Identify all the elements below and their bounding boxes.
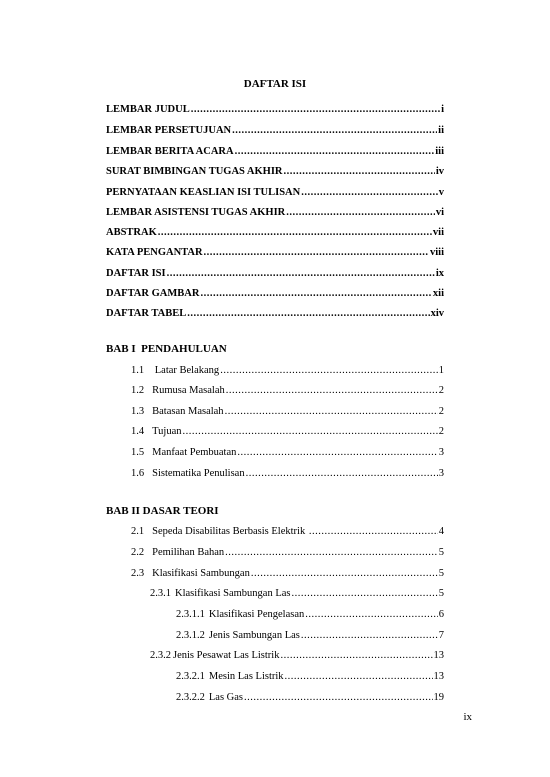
toc-entry[interactable] [150, 649, 444, 662]
toc-entry-page: xii [432, 288, 444, 299]
toc-entry[interactable] [176, 670, 444, 683]
section-number: 2.3 [131, 568, 145, 579]
toc-entry-page: 5 [438, 568, 444, 579]
chapter-heading[interactable] [106, 505, 219, 518]
toc-entry-page: 3 [438, 447, 444, 458]
toc-entry[interactable] [131, 405, 444, 418]
dot-leader [305, 608, 438, 621]
toc-entry-page: 13 [433, 671, 444, 682]
toc-entry[interactable] [106, 307, 444, 320]
toc-entry[interactable] [131, 546, 444, 559]
toc-entry-label: Tujuan [152, 426, 182, 437]
toc-entry-label: DAFTAR TABEL [106, 308, 187, 319]
toc-entry[interactable] [106, 124, 444, 137]
toc-entry-label: Klasifikasi Pengelasan [208, 609, 305, 620]
dot-leader [237, 446, 437, 459]
toc-entry-label: Klasifikasi Sambungan Las [175, 588, 291, 599]
toc-entry[interactable] [131, 425, 444, 438]
toc-entry-page: vii [432, 227, 444, 238]
toc-entry-label: LEMBAR ASISTENSI TUGAS AKHIR [106, 207, 286, 218]
dot-leader [225, 405, 438, 418]
section-number: 1.3 [131, 406, 145, 417]
toc-entry-page: 2 [438, 406, 444, 417]
toc-entry-page: 6 [438, 609, 444, 620]
toc-entry[interactable] [176, 608, 444, 621]
toc-entry-page: xiv [430, 308, 444, 319]
toc-entry[interactable] [131, 525, 444, 538]
toc-entry-page: 19 [433, 692, 444, 703]
dot-leader [284, 165, 435, 178]
toc-entry[interactable] [106, 103, 444, 116]
section-number: 2.3.2 [150, 650, 171, 661]
dot-leader [187, 307, 429, 320]
dot-leader [280, 649, 432, 662]
toc-entry[interactable] [176, 629, 444, 642]
dot-leader [183, 425, 438, 438]
dot-leader [158, 226, 432, 239]
toc-entry[interactable] [131, 364, 444, 377]
section-number: 1.5 [131, 447, 145, 458]
section-number: 2.3.2.1 [176, 671, 205, 682]
toc-entry[interactable] [106, 246, 444, 259]
dot-leader [291, 587, 437, 600]
toc-entry[interactable] [106, 145, 444, 158]
chapter-heading[interactable] [106, 343, 227, 356]
dot-leader [246, 467, 438, 480]
toc-entry-label: Sepeda Disabilitas Berbasis Elektrik [152, 526, 308, 537]
toc-entry-page: viii [429, 247, 444, 258]
toc-entry-label: LEMBAR PERSETUJUAN [106, 125, 232, 136]
section-number: 1.4 [131, 426, 145, 437]
dot-leader [285, 670, 433, 683]
toc-entry-page: ii [438, 125, 444, 136]
toc-entry-page: iii [435, 146, 444, 157]
section-number: 2.3.1 [150, 588, 171, 599]
toc-entry-label: Jenis Pesawat Las Listrik [173, 650, 280, 661]
section-number: 1.6 [131, 468, 145, 479]
section-number: 2.3.1.1 [176, 609, 205, 620]
dot-leader [286, 206, 435, 219]
toc-entry[interactable] [106, 186, 444, 199]
chapter-heading-label: BAB II DASAR TEORI [106, 505, 219, 517]
toc-entry-label: Mesin Las Listrik [208, 671, 284, 682]
toc-entry-label: Rumusa Masalah [152, 385, 225, 396]
toc-entry-label: SURAT BIMBINGAN TUGAS AKHIR [106, 166, 283, 177]
chapter-heading-label: BAB I PENDAHULUAN [106, 343, 227, 355]
section-number: 2.1 [131, 526, 145, 537]
section-number: 2.2 [131, 547, 145, 558]
toc-entry-label: DAFTAR GAMBAR [106, 288, 200, 299]
toc-entry-page: vi [435, 207, 444, 218]
toc-entry-page: i [441, 104, 444, 115]
toc-entry[interactable] [131, 567, 444, 580]
toc-entry-label: Pemilihan Bahan [152, 547, 225, 558]
toc-entry-label: ABSTRAK [106, 227, 157, 238]
dot-leader [235, 145, 435, 158]
toc-entry-page: 1 [438, 365, 444, 376]
toc-entry-page: 3 [438, 468, 444, 479]
toc-entry[interactable] [131, 467, 444, 480]
dot-leader [191, 103, 440, 116]
dot-leader [200, 287, 431, 300]
toc-entry-label: Jenis Sambungan Las [208, 630, 300, 641]
dot-leader [226, 384, 438, 397]
toc-entry[interactable] [131, 446, 444, 459]
toc-entry[interactable] [176, 691, 444, 704]
toc-entry-page: v [438, 187, 444, 198]
section-number: 1.1 [131, 365, 145, 376]
toc-entry[interactable] [106, 287, 444, 300]
toc-entry[interactable] [106, 206, 444, 219]
toc-entry-label: Klasifikasi Sambungan [152, 568, 250, 579]
section-number: 2.3.1.2 [176, 630, 205, 641]
toc-entry[interactable] [106, 267, 444, 280]
toc-entry-label: LEMBAR JUDUL [106, 104, 190, 115]
dot-leader [225, 546, 438, 559]
toc-entry-page: 5 [438, 547, 444, 558]
dot-leader [301, 629, 438, 642]
dot-leader [301, 186, 438, 199]
toc-entry-label: DAFTAR ISI [106, 268, 166, 279]
dot-leader [251, 567, 438, 580]
dot-leader [232, 124, 437, 137]
dot-leader [220, 364, 438, 377]
toc-entry-page: ix [435, 268, 444, 279]
toc-entry[interactable] [106, 226, 444, 239]
toc-entry[interactable] [106, 165, 444, 178]
toc-entry[interactable] [150, 587, 444, 600]
toc-entry-label: Manfaat Pembuatan [152, 447, 237, 458]
toc-entry-label: PERNYATAAN KEASLIAN ISI TULISAN [106, 187, 301, 198]
page-number: ix [463, 711, 472, 723]
toc-entry-page: 2 [438, 385, 444, 396]
toc-entry-label: Latar Belakang [152, 365, 220, 376]
dot-leader [167, 267, 435, 280]
toc-entry-page: 2 [438, 426, 444, 437]
toc-entry-page: 7 [438, 630, 444, 641]
toc-entry-page: 4 [438, 526, 444, 537]
toc-entry-label: Las Gas [208, 692, 243, 703]
toc-entry-page: 13 [433, 650, 444, 661]
toc-entry-label: Batasan Masalah [152, 406, 224, 417]
toc-entry[interactable] [131, 384, 444, 397]
toc-entry-page: iv [435, 166, 444, 177]
toc-entry-label: Sistematika Penulisan [152, 468, 245, 479]
section-number: 2.3.2.2 [176, 692, 205, 703]
page-title: DAFTAR ISI [243, 78, 307, 90]
toc-entry-label: KATA PENGANTAR [106, 247, 203, 258]
dot-leader [244, 691, 433, 704]
toc-entry-label: LEMBAR BERITA ACARA [106, 146, 234, 157]
dot-leader [309, 525, 438, 538]
dot-leader [204, 246, 429, 259]
toc-entry-page: 5 [438, 588, 444, 599]
section-number: 1.2 [131, 385, 145, 396]
